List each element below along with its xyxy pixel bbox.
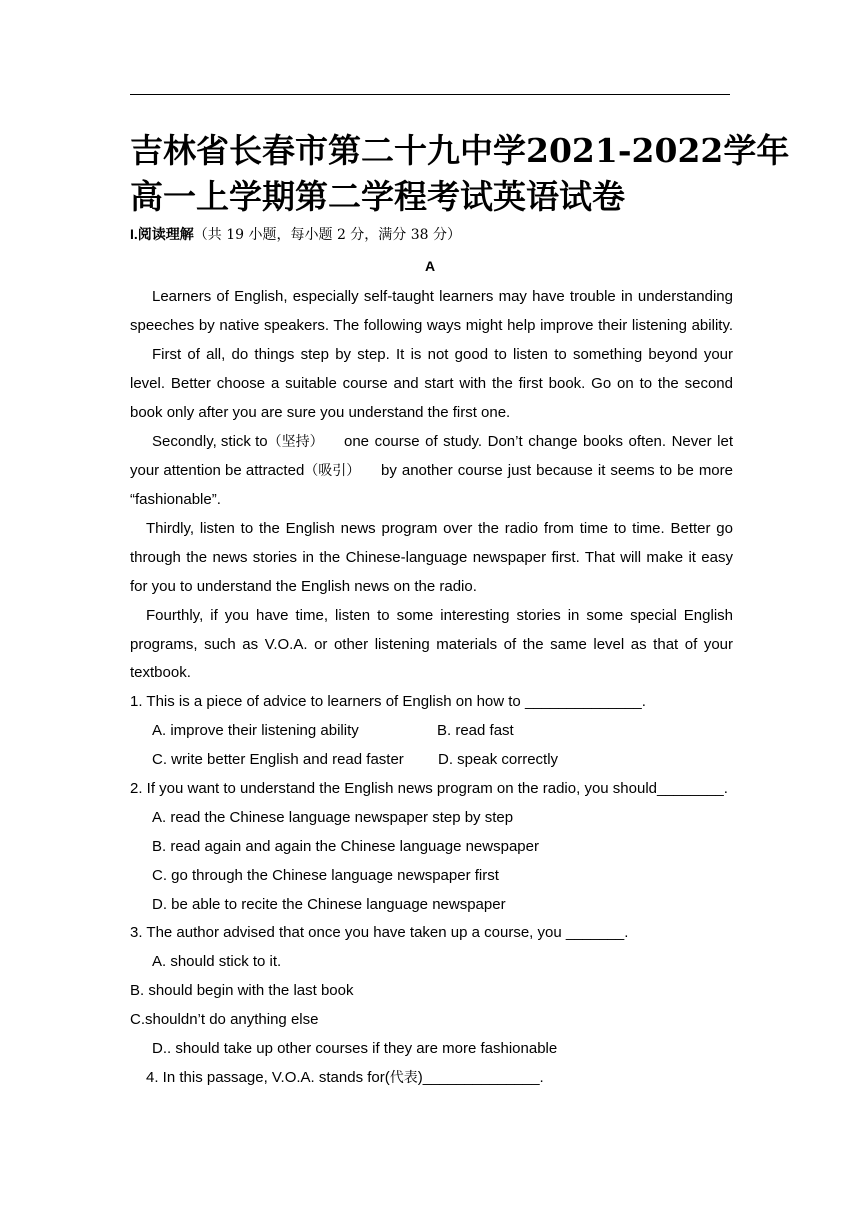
- passage-text: your attention be attracted: [130, 462, 305, 479]
- question-2: 2. If you want to understand the English news program on the radio, you should________.: [130, 780, 728, 797]
- title-line-1: 吉林省长春市第二十九中学2021-2022学年: [130, 131, 790, 170]
- passage-line: by another course just because it seems to be more: [381, 462, 733, 479]
- section-heading: [130, 224, 461, 244]
- header-rule: [130, 94, 730, 95]
- passage-line: First of all, do things step by step. It is not good to listen to something beyond your: [152, 346, 733, 363]
- passage-line: speeches by native speakers. The following ways might help improve their listening ability.: [130, 317, 733, 334]
- passage-line: “fashionable”.: [130, 491, 221, 508]
- option-2b: B. read again and again the Chinese language newspaper: [152, 838, 539, 855]
- passage-text: Secondly, stick to: [152, 433, 268, 450]
- option-1c: C. write better English and read faster: [152, 751, 404, 768]
- passage-line: book only after you are sure you understand the first one.: [130, 404, 511, 421]
- gloss-attracted: （吸引）: [304, 463, 361, 479]
- question-4-text: 4. In this passage, V.O.A. stands for(: [146, 1069, 390, 1086]
- question-4: [146, 1068, 544, 1088]
- title-line-2: 高一上学期第二学程考试英语试卷: [130, 177, 625, 216]
- passage-line: Learners of English, especially self-taught learners may have trouble in understanding: [152, 288, 733, 305]
- option-1b: B. read fast: [437, 722, 514, 739]
- passage-line: textbook.: [130, 664, 191, 681]
- exam-title: [130, 128, 790, 220]
- passage-line: Fourthly, if you have time, listen to some interesting stories in some special English: [146, 607, 733, 624]
- gloss-stands-for: 代表: [389, 1070, 418, 1086]
- passage-line: Thirdly, listen to the English news program over the radio from time to time. Better go: [146, 520, 733, 537]
- passage-line: one course of study. Don’t change books often. Never let: [344, 433, 733, 450]
- question-4-blank: )______________.: [417, 1069, 544, 1086]
- option-2c: C. go through the Chinese language newspaper first: [152, 867, 499, 884]
- option-3a: A. should stick to it.: [152, 953, 282, 970]
- option-3c: C.shouldn’t do anything else: [130, 1011, 319, 1028]
- option-1a: A. improve their listening ability: [152, 722, 359, 739]
- option-3d: D.. should take up other courses if they are more fashionable: [152, 1040, 558, 1057]
- passage-line: [130, 461, 360, 481]
- option-2d: D. be able to recite the Chinese language newspaper: [152, 896, 506, 913]
- question-3: 3. The author advised that once you have taken up a course, you _______.: [130, 924, 629, 941]
- option-2a: A. read the Chinese language newspaper step by step: [152, 809, 514, 826]
- gloss-stick-to: （坚持）: [267, 434, 324, 450]
- section-title: I.阅读理解: [130, 226, 194, 242]
- passage-line: [152, 432, 324, 452]
- passage-line: programs, such as V.O.A. or other listening materials of the same level as that of your: [130, 636, 733, 653]
- passage-line: through the news stories in the Chinese-language newspaper first. That will make it easy: [130, 549, 733, 566]
- passage-label: A: [424, 258, 436, 274]
- question-1: 1. This is a piece of advice to learners of English on how to ______________.: [130, 693, 646, 710]
- option-3b: B. should begin with the last book: [130, 982, 354, 999]
- section-note: （共 19 小题，每小题 2 分，满分 38 分）: [193, 227, 462, 243]
- passage-line: level. Better choose a suitable course and start with the first book. Go on to the second: [130, 375, 733, 392]
- passage-line: for you to understand the English news on the radio.: [130, 578, 477, 595]
- option-1d: D. speak correctly: [438, 751, 559, 768]
